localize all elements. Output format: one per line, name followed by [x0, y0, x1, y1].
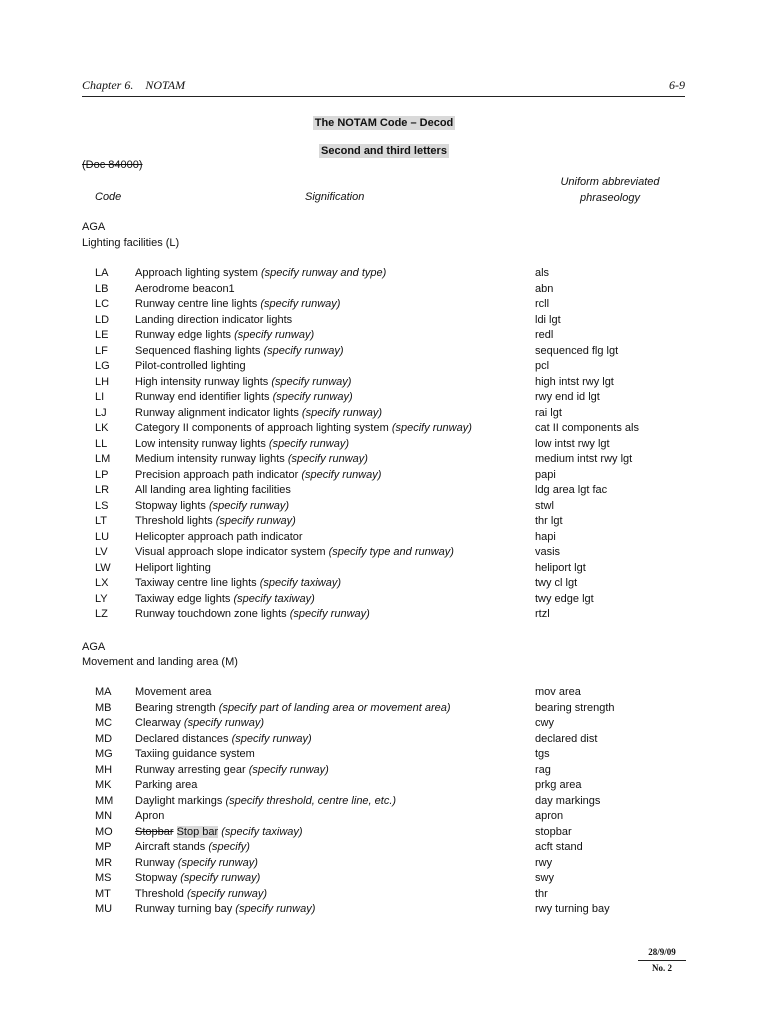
signification-text: Medium intensity runway lights	[135, 453, 288, 465]
signification-note: (specify runway)	[208, 499, 290, 512]
phraseology-cell: rtzl	[535, 608, 550, 620]
code-cell: MA	[95, 686, 112, 698]
table-row	[0, 360, 768, 375]
table-row	[0, 686, 768, 701]
table-row	[0, 298, 768, 313]
code-cell: MM	[95, 794, 114, 807]
table-row	[0, 702, 768, 717]
signification-note: (specify runway)	[180, 872, 261, 884]
code-cell: LK	[95, 422, 109, 434]
signification-text: Aerodrome beacon1	[135, 282, 235, 295]
signification-cell	[135, 314, 292, 326]
table-row	[0, 329, 768, 344]
signification-text: Low intensity runway lights	[135, 437, 269, 450]
signification-cell	[135, 562, 211, 574]
phraseology-cell: mov area	[535, 686, 581, 698]
signification-cell	[135, 546, 454, 558]
signification-text: Taxiing guidance system	[135, 748, 255, 760]
signification-note: (specify runway)	[272, 391, 353, 403]
signification-text: Threshold	[135, 887, 187, 900]
table-row	[0, 438, 768, 453]
document-subtitle: Second and third letters	[321, 145, 447, 157]
signification-note: (specify runway)	[215, 515, 296, 527]
signification-note: (specify taxiway)	[259, 577, 342, 589]
code-cell: MK	[95, 779, 112, 791]
phraseology-cell: rwy turning bay	[535, 903, 610, 915]
signification-text: Approach lighting system	[135, 267, 261, 279]
signification-text: Runway touchdown zone lights	[135, 608, 290, 620]
signification-cell	[135, 500, 289, 512]
signification-cell	[135, 717, 264, 729]
code-cell: MO	[95, 825, 113, 838]
section-name-movement: Movement and landing area (M)	[82, 656, 238, 668]
signification-note: (specify runway)	[260, 298, 341, 310]
signification-text: Precision approach path indicator	[135, 468, 302, 481]
phraseology-cell: sequenced flg lgt	[535, 344, 619, 357]
table-row	[0, 872, 768, 887]
phraseology-cell: prkg area	[535, 779, 582, 791]
signification-cell	[135, 298, 340, 310]
signification-text: Sequenced flashing lights	[135, 344, 264, 357]
table-row	[0, 717, 768, 732]
signification-text: Taxiway edge lights	[135, 592, 234, 605]
code-cell: MG	[95, 748, 113, 760]
code-cell: LU	[95, 530, 110, 543]
signification-note: (specify)	[208, 841, 250, 853]
table-row	[0, 422, 768, 437]
signification-cell	[135, 795, 396, 807]
signification-cell	[135, 515, 296, 527]
code-cell: LR	[95, 484, 110, 496]
signification-note: (specify runway and type)	[260, 267, 387, 279]
code-cell: MC	[95, 717, 113, 729]
signification-note: (specify runway)	[234, 329, 315, 341]
code-cell: MT	[95, 887, 111, 900]
phraseology-cell: redl	[535, 329, 554, 341]
signification-text: Bearing strength	[135, 701, 219, 714]
section-group-aga-movement: AGA	[82, 641, 106, 653]
signification-note: (specify runway)	[231, 732, 312, 745]
signification-text: Helicopter approach path indicator	[135, 530, 303, 543]
signification-note: (specify runway)	[301, 406, 382, 419]
signification-note: (specify runway)	[391, 422, 472, 434]
page-header	[82, 78, 685, 97]
footer-date: 28/9/09	[648, 947, 676, 957]
table-row	[0, 733, 768, 748]
signification-cell	[135, 593, 315, 605]
section-name-lighting: Lighting facilities (L)	[82, 237, 180, 249]
phraseology-cell: cat II components als	[535, 422, 639, 434]
phraseology-cell: rwy	[535, 856, 553, 869]
code-cell: LX	[95, 577, 109, 589]
signification-cell	[135, 857, 258, 869]
signification-note: (specify runway)	[289, 608, 370, 620]
signification-text: Runway edge lights	[135, 329, 235, 341]
table-row	[0, 764, 768, 779]
signification-text: Taxiway centre line lights	[135, 577, 260, 589]
phraseology-cell: twy edge lgt	[535, 592, 594, 605]
signification-note: (specify runway)	[287, 453, 368, 465]
phraseology-cell: day markings	[535, 794, 601, 807]
code-cell: LJ	[95, 406, 107, 419]
table-row	[0, 546, 768, 561]
table-row	[0, 484, 768, 499]
signification-note: (specify threshold, centre line, etc.)	[225, 794, 397, 807]
code-cell: LD	[95, 313, 110, 326]
phraseology-cell: thr lgt	[535, 515, 563, 527]
signification-text: All landing area lighting facilities	[135, 484, 291, 496]
code-cell: LA	[95, 267, 109, 279]
code-cell: MS	[95, 872, 112, 884]
table-row	[0, 795, 768, 810]
doc-reference: (Doc 84000)	[82, 159, 143, 171]
signification-text: Runway turning bay	[135, 903, 236, 915]
signification-note: (specify runway)	[177, 856, 258, 869]
column-header-signification: Signification	[305, 191, 365, 203]
code-cell: LV	[95, 546, 108, 558]
table-row	[0, 779, 768, 794]
code-cell: LW	[95, 561, 111, 574]
signification-text: Stopway lights	[135, 499, 209, 512]
code-cell: MB	[95, 701, 112, 714]
table-row	[0, 562, 768, 577]
code-cell: MP	[95, 841, 112, 853]
table-row	[0, 748, 768, 763]
phraseology-cell: low intst rwy lgt	[535, 437, 610, 450]
phraseology-cell: heliport lgt	[535, 561, 586, 574]
table-row	[0, 903, 768, 918]
signification-note: (specify taxiway)	[233, 592, 315, 605]
code-cell: LZ	[95, 608, 108, 620]
table-row	[0, 593, 768, 608]
code-cell: LY	[95, 592, 108, 605]
signification-cell	[135, 453, 368, 465]
table-row	[0, 515, 768, 530]
signification-cell	[135, 438, 349, 450]
column-header-code: Code	[95, 191, 122, 203]
signification-note: (specify runway)	[263, 344, 344, 357]
phraseology-cell: ldi lgt	[535, 313, 561, 326]
signification-text: Runway arresting gear	[135, 763, 249, 776]
code-cell: LS	[95, 499, 109, 512]
phraseology-cell: rag	[535, 763, 551, 776]
code-cell: LP	[95, 468, 109, 481]
code-cell: LH	[95, 375, 110, 388]
signification-cell	[135, 577, 341, 589]
code-cell: LT	[95, 515, 108, 527]
table-row	[0, 531, 768, 546]
phraseology-cell: als	[535, 267, 550, 279]
table-row	[0, 826, 768, 841]
signification-cell	[135, 888, 267, 900]
phraseology-cell: tgs	[535, 748, 550, 760]
table-row	[0, 376, 768, 391]
signification-note: (specify runway)	[268, 437, 349, 450]
phraseology-cell: thr	[535, 887, 548, 900]
table-row	[0, 500, 768, 515]
signification-cell	[135, 376, 351, 388]
table-row	[0, 267, 768, 282]
phraseology-cell: pcl	[535, 360, 550, 372]
signification-note: (specify runway)	[301, 468, 382, 481]
signification-cell	[135, 283, 235, 295]
signification-cell	[135, 872, 260, 884]
table-row	[0, 391, 768, 406]
signification-cell	[135, 779, 197, 791]
phraseology-cell: bearing strength	[535, 701, 615, 714]
signification-text: Landing direction indicator lights	[135, 313, 293, 326]
phraseology-cell: swy	[535, 872, 554, 884]
phraseology-cell: stopbar	[535, 825, 572, 838]
code-cell: LL	[95, 437, 108, 450]
signification-text: Declared distances	[135, 732, 232, 745]
phraseology-cell: papi	[535, 468, 556, 481]
signification-cell	[135, 407, 382, 419]
footer-rule	[638, 960, 686, 961]
code-cell: MH	[95, 763, 113, 776]
phraseology-cell: rai lgt	[535, 406, 562, 419]
code-cell: MR	[95, 856, 113, 869]
signification-cell	[135, 391, 353, 403]
phraseology-cell: cwy	[535, 717, 554, 729]
signification-text: Aircraft stands	[135, 841, 209, 853]
signification-cell	[135, 764, 329, 776]
signification-text: Heliport lighting	[135, 561, 211, 574]
table-row	[0, 857, 768, 872]
signification-cell	[135, 810, 164, 822]
phraseology-cell: medium intst rwy lgt	[535, 453, 633, 465]
phraseology-cell: high intst rwy lgt	[535, 375, 614, 388]
signification-text: Runway alignment indicator lights	[135, 406, 302, 419]
signification-cell	[135, 329, 314, 341]
code-cell: LE	[95, 329, 109, 341]
signification-cell	[135, 608, 370, 620]
code-cell: LG	[95, 360, 110, 372]
table-row	[0, 453, 768, 468]
phraseology-cell: rwy end id lgt	[535, 391, 600, 403]
signification-text: Stop bar	[176, 825, 219, 838]
code-cell: MU	[95, 903, 113, 915]
phraseology-cell: stwl	[535, 499, 554, 512]
signification-cell	[135, 702, 451, 714]
signification-cell	[135, 484, 291, 496]
chapter-title: Chapter 6. NOTAM	[82, 78, 186, 92]
phraseology-cell: apron	[535, 810, 564, 822]
phraseology-cell: acft stand	[535, 841, 583, 853]
signification-note: (specify runway)	[186, 887, 268, 900]
signification-note: (specify runway)	[235, 903, 316, 915]
signification-text: Threshold lights	[135, 515, 216, 527]
table-row	[0, 407, 768, 422]
code-cell: LM	[95, 453, 111, 465]
signification-note: (specify runway)	[271, 375, 352, 388]
signification-note: (specify type and runway)	[328, 546, 454, 558]
table-row	[0, 577, 768, 592]
signification-text: Pilot-controlled lighting	[135, 360, 246, 372]
signification-note: (specify runway)	[248, 763, 329, 776]
table-row	[0, 841, 768, 856]
footer-number: No. 2	[652, 963, 672, 973]
signification-cell	[135, 345, 344, 357]
phraseology-cell: ldg area lgt fac	[535, 484, 608, 496]
phraseology-cell: rcll	[535, 298, 550, 310]
signification-cell	[135, 748, 255, 760]
table-row	[0, 608, 768, 623]
struck-text: Stopbar	[135, 825, 174, 838]
code-cell: LC	[95, 298, 110, 310]
signification-text: Stopway	[135, 872, 181, 884]
signification-cell	[135, 422, 472, 434]
phraseology-cell: abn	[535, 282, 554, 295]
signification-cell	[135, 733, 312, 745]
code-cell: LI	[95, 391, 105, 403]
code-cell: LB	[95, 282, 109, 295]
phraseology-cell: hapi	[535, 530, 556, 543]
table-row	[0, 345, 768, 360]
signification-text: Parking area	[135, 779, 198, 791]
signification-cell	[135, 267, 386, 279]
phraseology-cell: declared dist	[535, 732, 598, 745]
phraseology-cell: twy cl lgt	[535, 577, 578, 589]
table-row	[0, 314, 768, 329]
signification-note: (specify taxiway)	[218, 825, 303, 838]
signification-note: (specify part of landing area or movement area)	[218, 701, 451, 714]
signification-cell	[135, 360, 246, 372]
signification-text: Runway centre line lights	[135, 298, 261, 310]
table-row	[0, 283, 768, 298]
page-number: 6-9	[669, 78, 685, 92]
signification-cell	[135, 531, 303, 543]
signification-text: High intensity runway lights	[135, 375, 272, 388]
signification-text: Runway end identifier lights	[135, 391, 273, 403]
document-title: The NOTAM Code – Decod	[314, 117, 454, 129]
signification-text: Category II components of approach lighting system	[135, 422, 392, 434]
code-cell: MD	[95, 732, 113, 745]
signification-text: Daylight markings	[135, 794, 226, 807]
table-row	[0, 469, 768, 484]
signification-note: (specify runway)	[183, 717, 264, 729]
section-group-aga-lighting: AGA	[82, 221, 106, 233]
code-cell: MN	[95, 810, 113, 822]
signification-text: Movement area	[135, 686, 212, 698]
signification-text: Clearway	[135, 717, 184, 729]
signification-cell	[135, 826, 303, 838]
code-cell: LF	[95, 344, 108, 357]
column-header-phraseology: Uniform abbreviated phraseology	[560, 176, 660, 204]
signification-cell	[135, 686, 211, 698]
signification-text: Runway	[135, 856, 178, 869]
table-row	[0, 888, 768, 903]
signification-cell	[135, 469, 381, 481]
signification-text: Apron	[135, 810, 165, 822]
signification-cell	[135, 903, 315, 915]
table-row	[0, 810, 768, 825]
signification-text: Visual approach slope indicator system	[135, 546, 329, 558]
phraseology-cell: vasis	[535, 546, 561, 558]
signification-cell	[135, 841, 250, 853]
